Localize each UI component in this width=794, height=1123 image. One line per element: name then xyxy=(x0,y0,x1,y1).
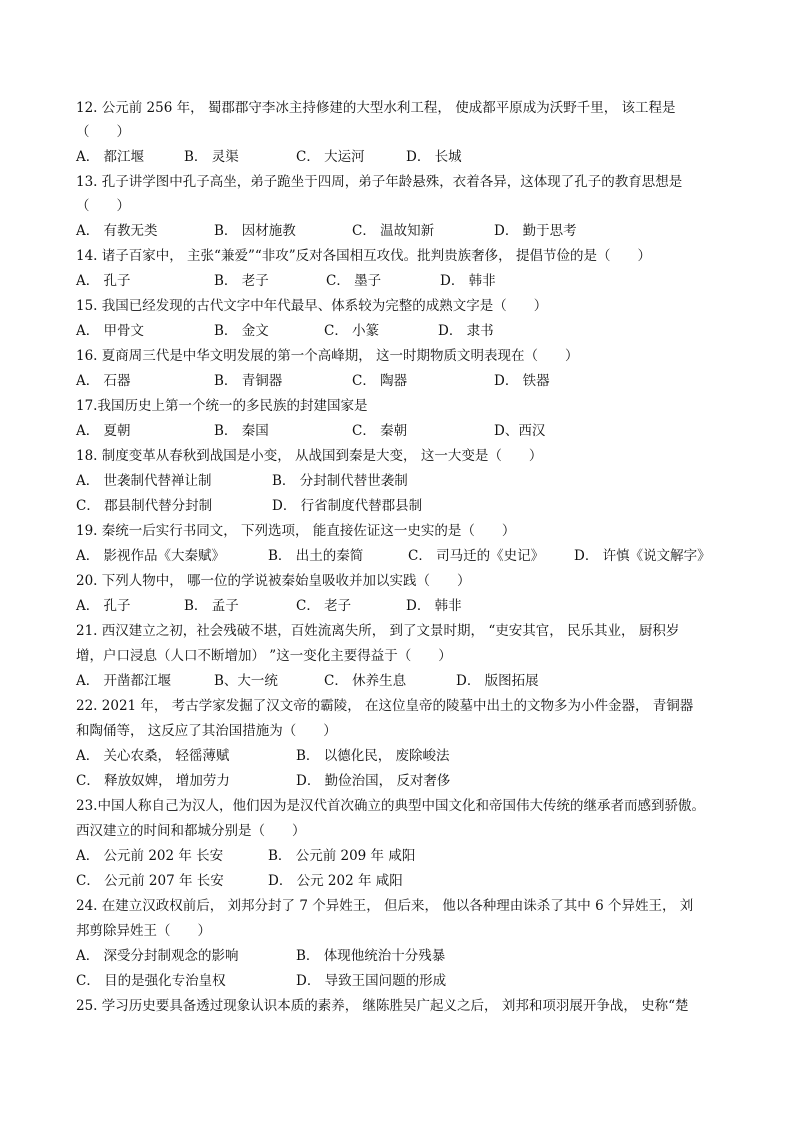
question-20-stem: 20. 下列人物中， 哪一位的学说被秦始皇吸收并加以实践（ ） xyxy=(76,573,471,589)
option-d[interactable]: D、西汉 xyxy=(494,423,546,439)
option-a[interactable]: A． 夏朝 xyxy=(76,423,131,439)
option-c[interactable]: C． 墨子 xyxy=(326,273,382,289)
question-16-stem: 16. 夏商周三代是中华文明发展的第一个高峰期， 这一时期物质文明表现在（ ） xyxy=(76,348,579,364)
question-21-stem-cont: 增，户口浸息（人口不断增加） ”这一变化主要得益于（ ） xyxy=(76,648,452,664)
question-22-stem-cont: 和陶俑等， 这反应了其治国措施为（ ） xyxy=(76,723,337,739)
question-24-stem: 24. 在建立汉政权前后， 刘邦分封了 7 个异姓王， 但后来， 他以各种理由诛杀了其中 6 个异姓王， 刘 xyxy=(76,898,694,914)
option-a[interactable]: A． 世袭制代替禅让制 xyxy=(76,473,212,489)
option-c[interactable]: C． 公元前 207 年 长安 xyxy=(76,873,224,889)
option-a[interactable]: A． 开凿都江堰 xyxy=(76,673,172,689)
option-d[interactable]: D． 勤于思考 xyxy=(494,223,577,239)
option-b[interactable]: B． 出土的秦简 xyxy=(268,548,364,564)
option-d[interactable]: D． 铁器 xyxy=(494,373,550,389)
option-a[interactable]: A． 都江堰 xyxy=(76,149,145,165)
question-23-stem: 23.中国人称自己为汉人，他们因为是汉代首次确立的典型中国文化和帝国伟大传统的继承者而感到骄傲。 xyxy=(76,798,705,814)
option-c[interactable]: C． 小篆 xyxy=(324,323,380,339)
option-a[interactable]: A． 公元前 202 年 长安 xyxy=(76,848,224,864)
option-d[interactable]: D． 勤俭治国， 反对奢侈 xyxy=(296,773,451,789)
option-c[interactable]: C． 释放奴婢， 增加劳力 xyxy=(76,773,230,789)
question-15-stem: 15. 我国已经发现的古代文字中年代最早、体系较为完整的成熟文字是（ ） xyxy=(76,298,548,314)
option-a[interactable]: A． 甲骨文 xyxy=(76,323,145,339)
option-b[interactable]: B． 体现他统治十分残暴 xyxy=(296,948,446,964)
option-b[interactable]: B． 青铜器 xyxy=(214,373,283,389)
option-b[interactable]: B． 公元前 209 年 咸阳 xyxy=(268,848,416,864)
question-25-stem: 25. 学习历史要具备透过现象认识本质的素养， 继陈胜吴广起义之后， 刘邦和项羽展开争战， 史称“楚 xyxy=(76,998,689,1014)
option-a[interactable]: A． 石器 xyxy=(76,373,131,389)
option-c[interactable]: C． 老子 xyxy=(296,598,352,614)
option-d[interactable]: D． 公元 202 年 咸阳 xyxy=(268,873,403,889)
question-18-stem: 18. 制度变革从春秋到战国是小变， 从战国到秦是大变， 这一大变是（ ） xyxy=(76,448,543,464)
question-22-stem: 22. 2021 年， 考古学家发掘了汉文帝的霸陵， 在这位皇帝的陵墓中出土的文物多为小件金器， 青铜器 xyxy=(76,698,694,714)
option-a[interactable]: A． 影视作品《大秦赋》 xyxy=(76,548,226,564)
question-14-stem: 14. 诸子百家中， 主张“兼爱”“非攻”反对各国相互攻伐。批判贵族奢侈， 提倡节俭的是（ ） xyxy=(76,248,651,264)
option-b[interactable]: B． 孟子 xyxy=(184,598,239,614)
option-c[interactable]: C． 休养生息 xyxy=(324,673,407,689)
question-23-stem-cont: 西汉建立的时间和都城分别是（ ） xyxy=(76,823,306,839)
option-c[interactable]: C． 郡县制代替分封制 xyxy=(76,498,213,514)
question-13-stem-cont: （ ） xyxy=(76,198,130,214)
question-17-stem: 17.我国历史上第一个统一的多民族的封建国家是 xyxy=(76,398,368,414)
option-b[interactable]: B． 以德化民， 废除峻法 xyxy=(296,748,450,764)
option-c[interactable]: C． 大运河 xyxy=(296,149,365,165)
question-13-stem: 13. 孔子讲学图中孔子高坐，弟子跪坐于四周，弟子年龄悬殊，衣着各异，这体现了孔子的教育思想是 xyxy=(76,174,683,190)
option-b[interactable]: B． 因材施教 xyxy=(214,223,296,239)
option-b[interactable]: B． 秦国 xyxy=(214,423,269,439)
option-c[interactable]: C． 司马迁的《史记》 xyxy=(408,548,545,564)
option-d[interactable]: D． 韩非 xyxy=(406,598,462,614)
option-a[interactable]: A． 深受分封制观念的影响 xyxy=(76,948,239,964)
option-d[interactable]: D． 韩非 xyxy=(440,273,496,289)
question-19-stem: 19. 秦统一后实行书同文， 下列选项， 能直接佐证这一史实的是（ ） xyxy=(76,523,516,539)
option-b[interactable]: B、大一统 xyxy=(214,673,278,689)
option-d[interactable]: D． 导致王国问题的形成 xyxy=(296,973,447,989)
option-c[interactable]: C． 目的是强化专治皇权 xyxy=(76,973,226,989)
option-b[interactable]: B． 分封制代替世袭制 xyxy=(272,473,408,489)
option-a[interactable]: A． 关心农桑， 轻徭薄赋 xyxy=(76,748,230,764)
option-c[interactable]: C． 陶器 xyxy=(352,373,408,389)
question-21-stem: 21. 西汉建立之初，社会残破不堪，百姓流离失所， 到了文景时期， “吏安其官， 民乐其业， 厨积岁 xyxy=(76,623,680,639)
option-c[interactable]: C． 秦朝 xyxy=(352,423,408,439)
option-c[interactable]: C． 温故知新 xyxy=(352,223,435,239)
option-a[interactable]: A． 孔子 xyxy=(76,598,131,614)
option-d[interactable]: D． 长城 xyxy=(406,149,462,165)
option-b[interactable]: B． 灵渠 xyxy=(184,149,239,165)
option-d[interactable]: D． 行省制度代替郡县制 xyxy=(272,498,423,514)
option-a[interactable]: A． 有教无类 xyxy=(76,223,158,239)
option-a[interactable]: A． 孔子 xyxy=(76,273,131,289)
option-d[interactable]: D． 版图拓展 xyxy=(456,673,539,689)
option-b[interactable]: B． 金文 xyxy=(214,323,269,339)
question-24-stem-cont: 邦剪除异姓王（ ） xyxy=(76,923,211,939)
option-b[interactable]: B． 老子 xyxy=(214,273,269,289)
question-12-stem-cont: （ ） xyxy=(76,124,130,140)
option-d[interactable]: D． 隶书 xyxy=(438,323,494,339)
option-d[interactable]: D． 许慎《说文解字》 xyxy=(574,548,711,564)
question-12-stem: 12. 公元前 256 年， 蜀郡郡守李冰主持修建的大型水利工程， 使成都平原成为沃野千里， 该工程是 xyxy=(76,100,676,116)
